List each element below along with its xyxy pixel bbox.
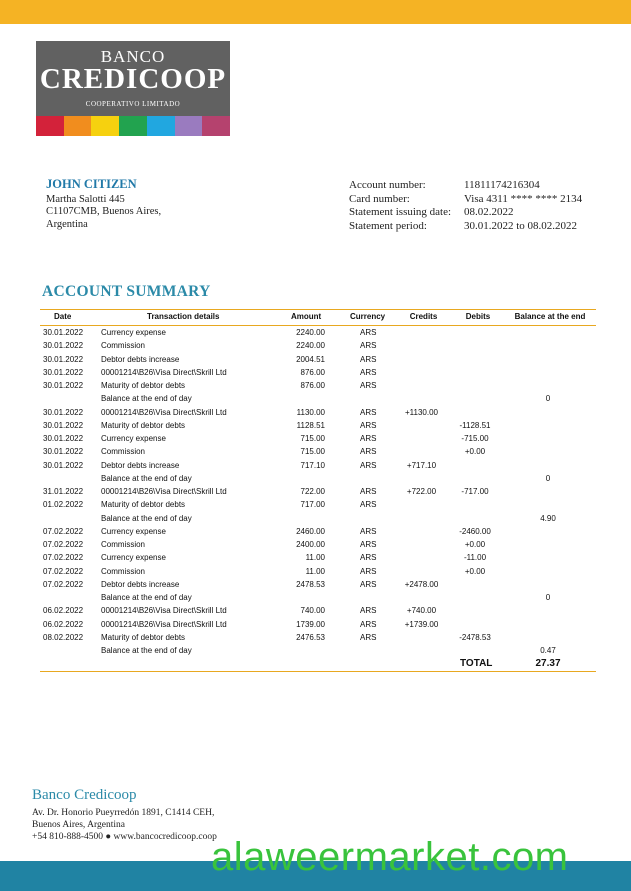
logo-stripe xyxy=(119,116,147,136)
logo-stripe xyxy=(91,116,119,136)
cell-details: Balance at the end of day xyxy=(101,593,192,602)
account-value: 08.02.2022 xyxy=(464,206,514,219)
customer-block xyxy=(46,178,161,231)
table-row xyxy=(40,551,596,564)
cell-amount: 11.00 xyxy=(305,566,325,576)
cell-currency: ARS xyxy=(360,553,377,563)
cell-date: 30.01.2022 xyxy=(43,354,84,364)
cell-debits: +0.00 xyxy=(464,566,486,576)
logo-color-stripes xyxy=(36,116,230,136)
cell-details: Balance at the end of day xyxy=(101,513,192,523)
cell-credits: +717.10 xyxy=(406,460,437,470)
cell-balance: 0 xyxy=(545,593,551,602)
customer-address-line: Martha Salotti 445 xyxy=(46,193,125,205)
cell-currency: ARS xyxy=(360,434,377,443)
cell-details: Commission xyxy=(101,540,146,549)
cell-date: 30.01.2022 xyxy=(43,341,84,351)
cell-details: 00001214\B26\Visa Direct\Skrill Ltd xyxy=(101,367,227,377)
cell-amount: 715.00 xyxy=(300,434,325,443)
cell-date: 30.01.2022 xyxy=(43,407,84,417)
table-row xyxy=(40,379,596,392)
cell-details: Commission xyxy=(101,566,146,576)
account-details xyxy=(349,179,582,234)
cell-currency: ARS xyxy=(360,460,377,470)
cell-details: Debtor debts increase xyxy=(101,460,180,470)
cell-balance: 0.47 xyxy=(540,646,556,655)
table-body xyxy=(40,326,596,657)
total-value: 27.37 xyxy=(535,658,561,670)
cell-details: Currency expense xyxy=(101,553,166,563)
cell-balance: 4.90 xyxy=(540,513,556,523)
cell-currency: ARS xyxy=(360,579,377,589)
cell-currency: ARS xyxy=(360,328,377,337)
cell-currency: ARS xyxy=(360,540,377,549)
logo-stripe xyxy=(36,116,64,136)
cell-details: Balance at the end of day xyxy=(101,473,192,483)
cell-debits: -717.00 xyxy=(461,487,489,496)
account-label: Statement issuing date: xyxy=(349,206,452,219)
table-row xyxy=(40,512,596,525)
cell-currency: ARS xyxy=(360,381,377,390)
cell-details: Maturity of debtor debts xyxy=(101,381,186,390)
cell-date: 07.02.2022 xyxy=(43,566,84,576)
account-value: 11811174216304 xyxy=(464,179,540,191)
footer-address-line: Buenos Aires, Argentina xyxy=(32,820,125,830)
cell-currency: ARS xyxy=(360,367,377,377)
total-label: TOTAL xyxy=(460,658,493,670)
logo-stripe xyxy=(175,116,203,136)
cell-details: Commission xyxy=(101,341,146,351)
cell-date: 07.02.2022 xyxy=(43,540,84,549)
statement-period-row xyxy=(349,220,582,234)
customer-address-line: C1107CMB, Buenos Aires, xyxy=(46,206,162,217)
cell-credits: +722.00 xyxy=(406,487,437,496)
logo-bank-name: CREDICOOP xyxy=(39,63,227,95)
table-row xyxy=(40,578,596,591)
table-row xyxy=(40,392,596,405)
cell-details: Debtor debts increase xyxy=(101,579,180,589)
cell-currency: ARS xyxy=(360,566,377,576)
cell-currency: ARS xyxy=(360,487,377,496)
logo-stripe xyxy=(147,116,175,136)
cell-details: Maturity of debtor debts xyxy=(101,420,186,430)
cell-debits: -2478.53 xyxy=(459,632,491,642)
table-row xyxy=(40,644,596,657)
cell-amount: 2004.51 xyxy=(296,354,325,364)
cell-amount: 876.00 xyxy=(300,381,325,390)
cell-date: 07.02.2022 xyxy=(43,526,84,536)
table-row xyxy=(40,366,596,379)
cell-date: 30.01.2022 xyxy=(43,328,84,337)
footer xyxy=(32,786,217,843)
cell-date: 30.01.2022 xyxy=(43,434,84,443)
table-row xyxy=(40,459,596,472)
cell-date: 07.02.2022 xyxy=(43,553,84,563)
logo-stripe xyxy=(202,116,230,136)
logo-stripe xyxy=(64,116,92,136)
table-row xyxy=(40,591,596,604)
cell-amount: 11.00 xyxy=(305,553,325,563)
customer-name: JOHN CITIZEN xyxy=(46,177,137,191)
cell-details: Currency expense xyxy=(101,434,166,443)
total-row xyxy=(40,657,596,672)
cell-details: 00001214\B26\Visa Direct\Skrill Ltd xyxy=(101,407,227,417)
table-row xyxy=(40,326,596,339)
cell-amount: 2240.00 xyxy=(296,341,325,351)
cell-date: 08.02.2022 xyxy=(43,632,84,642)
cell-date: 30.01.2022 xyxy=(43,447,84,457)
cell-details: Currency expense xyxy=(101,526,166,536)
footer-address-line: Av. Dr. Honorio Pueyrredón 1891, C1414 CEH, xyxy=(32,808,215,818)
cell-currency: ARS xyxy=(360,500,377,510)
cell-details: Maturity of debtor debts xyxy=(101,632,186,642)
cell-debits: +0.00 xyxy=(464,447,486,457)
table-row xyxy=(40,498,596,511)
cell-credits: +740.00 xyxy=(406,606,437,616)
account-value: Visa 4311 **** **** 2134 xyxy=(464,192,583,205)
table-row xyxy=(40,565,596,578)
cell-amount: 1739.00 xyxy=(296,619,325,629)
issue-date-row xyxy=(349,206,582,220)
cell-balance: 0 xyxy=(545,473,551,483)
header-date: Date xyxy=(54,312,72,321)
header-currency: Currency xyxy=(350,312,386,321)
cell-details: Currency expense xyxy=(101,328,166,337)
header-debits: Debits xyxy=(465,312,491,321)
cell-balance: 0 xyxy=(545,394,551,404)
footer-contact-line: +54 810-888-4500 ● www.bancocredicoop.coop xyxy=(32,832,217,842)
cell-currency: ARS xyxy=(360,447,377,457)
cell-details: Balance at the end of day xyxy=(101,646,192,655)
cell-currency: ARS xyxy=(360,407,377,417)
cell-details: Balance at the end of day xyxy=(101,394,192,404)
footer-bank-name: Banco Credicoop xyxy=(32,787,137,803)
account-value: 30.01.2022 to 08.02.2022 xyxy=(464,220,578,233)
header-balance: Balance at the end xyxy=(514,312,586,321)
cell-debits: +0.00 xyxy=(464,540,486,549)
table-row xyxy=(40,604,596,617)
cell-currency: ARS xyxy=(360,341,377,351)
cell-amount: 722.00 xyxy=(300,487,325,496)
cell-amount: 2478.53 xyxy=(296,579,325,589)
cell-amount: 1130.00 xyxy=(296,407,325,417)
cell-amount: 740.00 xyxy=(300,606,325,616)
table-row xyxy=(40,419,596,432)
table-row xyxy=(40,618,596,631)
cell-currency: ARS xyxy=(360,619,377,629)
cell-date: 06.02.2022 xyxy=(43,606,84,616)
table-row xyxy=(40,525,596,538)
account-summary-title: ACCOUNT SUMMARY xyxy=(42,283,211,300)
cell-amount: 717.00 xyxy=(300,500,325,510)
cell-debits: -2460.00 xyxy=(459,526,491,536)
cell-date: 30.01.2022 xyxy=(43,460,84,470)
cell-amount: 2460.00 xyxy=(296,526,325,536)
cell-amount: 2240.00 xyxy=(296,328,325,337)
table-row xyxy=(40,538,596,551)
table-row xyxy=(40,406,596,419)
cell-amount: 1128.51 xyxy=(296,420,325,430)
header-credits: Credits xyxy=(409,312,438,321)
cell-date: 30.01.2022 xyxy=(43,381,84,390)
transactions-table xyxy=(40,309,596,672)
account-label: Account number: xyxy=(349,179,426,191)
cell-debits: -1128.51 xyxy=(459,420,491,430)
cell-details: Debtor debts increase xyxy=(101,354,180,364)
cell-currency: ARS xyxy=(360,420,377,430)
cell-date: 01.02.2022 xyxy=(43,500,84,510)
cell-amount: 715.00 xyxy=(300,447,325,457)
account-label: Card number: xyxy=(349,192,410,205)
cell-amount: 876.00 xyxy=(300,367,325,377)
table-row xyxy=(40,432,596,445)
card-number-row xyxy=(349,193,582,207)
table-row xyxy=(40,631,596,644)
table-row xyxy=(40,353,596,366)
cell-details: 00001214\B26\Visa Direct\Skrill Ltd xyxy=(101,487,227,496)
table-row xyxy=(40,472,596,485)
cell-details: 00001214\B26\Visa Direct\Skrill Ltd xyxy=(101,619,227,629)
cell-amount: 717.10 xyxy=(300,460,325,470)
cell-credits: +2478.00 xyxy=(404,579,439,589)
cell-debits: -11.00 xyxy=(463,553,487,563)
cell-details: Maturity of debtor debts xyxy=(101,500,186,510)
cell-debits: -715.00 xyxy=(461,434,489,443)
cell-details: 00001214\B26\Visa Direct\Skrill Ltd xyxy=(101,606,227,616)
top-color-bar xyxy=(0,0,631,24)
cell-credits: +1130.00 xyxy=(405,407,438,417)
cell-currency: ARS xyxy=(360,354,377,364)
cell-currency: ARS xyxy=(360,606,377,616)
cell-date: 30.01.2022 xyxy=(43,420,84,430)
cell-date: 30.01.2022 xyxy=(43,367,84,377)
header-details: Transaction details xyxy=(147,312,220,321)
cell-date: 31.01.2022 xyxy=(43,487,84,496)
header-amount: Amount xyxy=(291,312,322,321)
logo-subtitle: COOPERATIVO LIMITADO xyxy=(85,100,181,108)
cell-amount: 2476.53 xyxy=(296,632,325,642)
account-number-row xyxy=(349,179,582,193)
watermark: alaweermarket.com xyxy=(211,835,569,879)
table-row xyxy=(40,485,596,498)
table-row xyxy=(40,339,596,352)
cell-amount: 2400.00 xyxy=(296,540,325,549)
cell-currency: ARS xyxy=(360,632,377,642)
customer-address-line: Argentina xyxy=(46,218,88,230)
account-label: Statement period: xyxy=(349,220,427,233)
cell-date: 06.02.2022 xyxy=(43,619,84,629)
logo-bank-word: BANCO xyxy=(100,47,166,66)
cell-date: 07.02.2022 xyxy=(43,579,84,589)
cell-credits: +1739.00 xyxy=(404,619,439,629)
cell-currency: ARS xyxy=(360,526,377,536)
table-header xyxy=(40,309,596,326)
cell-details: Commission xyxy=(101,447,146,457)
table-row xyxy=(40,445,596,458)
